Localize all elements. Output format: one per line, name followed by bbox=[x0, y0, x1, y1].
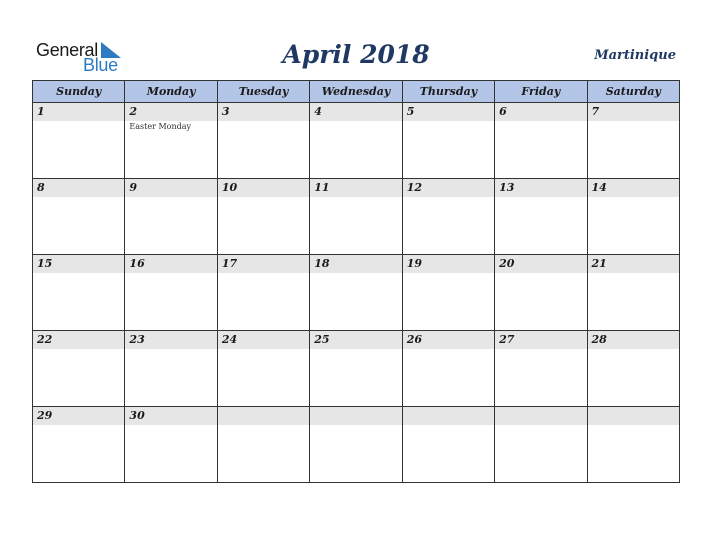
day-number bbox=[495, 407, 586, 425]
weekday-monday: Monday bbox=[125, 81, 217, 103]
day-cell bbox=[217, 255, 309, 331]
day-number: 21 bbox=[588, 255, 679, 273]
day-cell bbox=[402, 331, 494, 407]
day-number: 9 bbox=[125, 179, 216, 197]
day-cell bbox=[310, 179, 402, 255]
day-number: 4 bbox=[310, 103, 401, 121]
weekday-sunday: Sunday bbox=[33, 81, 125, 103]
day-cell bbox=[587, 331, 679, 407]
weekday-thursday: Thursday bbox=[402, 81, 494, 103]
day-cell bbox=[310, 407, 402, 483]
day-cell bbox=[310, 331, 402, 407]
day-cell bbox=[587, 255, 679, 331]
day-cell bbox=[310, 255, 402, 331]
week-row bbox=[33, 179, 680, 255]
day-cell bbox=[33, 179, 125, 255]
day-cell bbox=[33, 331, 125, 407]
day-number bbox=[310, 407, 401, 425]
day-cell bbox=[495, 179, 587, 255]
day-cell bbox=[310, 103, 402, 179]
day-number: 27 bbox=[495, 331, 586, 349]
day-number: 2 bbox=[125, 103, 216, 121]
day-number bbox=[403, 407, 494, 425]
day-number: 26 bbox=[403, 331, 494, 349]
day-cell bbox=[587, 103, 679, 179]
day-cell bbox=[125, 331, 217, 407]
day-number bbox=[588, 407, 679, 425]
day-cell bbox=[402, 179, 494, 255]
day-number: 29 bbox=[33, 407, 124, 425]
day-number: 14 bbox=[588, 179, 679, 197]
day-number: 16 bbox=[125, 255, 216, 273]
day-cell bbox=[217, 103, 309, 179]
day-cell bbox=[125, 255, 217, 331]
day-cell bbox=[33, 103, 125, 179]
weekday-tuesday: Tuesday bbox=[217, 81, 309, 103]
day-cell bbox=[587, 179, 679, 255]
day-number: 7 bbox=[588, 103, 679, 121]
day-cell bbox=[495, 255, 587, 331]
day-cell bbox=[402, 255, 494, 331]
day-cell bbox=[402, 103, 494, 179]
day-cell bbox=[217, 331, 309, 407]
day-number: 28 bbox=[588, 331, 679, 349]
day-number bbox=[218, 407, 309, 425]
day-number: 23 bbox=[125, 331, 216, 349]
day-cell bbox=[125, 103, 217, 179]
day-cell bbox=[125, 407, 217, 483]
day-number: 25 bbox=[310, 331, 401, 349]
week-row bbox=[33, 103, 680, 179]
day-cell bbox=[217, 407, 309, 483]
week-row bbox=[33, 407, 680, 483]
day-number: 8 bbox=[33, 179, 124, 197]
day-number: 15 bbox=[33, 255, 124, 273]
week-row bbox=[33, 255, 680, 331]
day-number: 11 bbox=[310, 179, 401, 197]
region-name: Martinique bbox=[594, 48, 676, 63]
day-cell bbox=[587, 407, 679, 483]
day-number: 30 bbox=[125, 407, 216, 425]
day-number: 6 bbox=[495, 103, 586, 121]
weekday-header-row bbox=[33, 81, 680, 103]
day-number: 17 bbox=[218, 255, 309, 273]
day-number: 3 bbox=[218, 103, 309, 121]
day-cell bbox=[217, 179, 309, 255]
weekday-saturday: Saturday bbox=[587, 81, 679, 103]
calendar-grid bbox=[32, 80, 680, 483]
day-cell bbox=[495, 331, 587, 407]
day-number: 12 bbox=[403, 179, 494, 197]
day-cell bbox=[402, 407, 494, 483]
day-number: 5 bbox=[403, 103, 494, 121]
weekday-friday: Friday bbox=[495, 81, 587, 103]
week-row bbox=[33, 331, 680, 407]
logo-blue-text: Blue bbox=[83, 55, 118, 75]
day-cell bbox=[33, 255, 125, 331]
day-cell bbox=[33, 407, 125, 483]
day-number: 24 bbox=[218, 331, 309, 349]
day-number: 1 bbox=[33, 103, 124, 121]
day-cell bbox=[495, 103, 587, 179]
day-number: 13 bbox=[495, 179, 586, 197]
holiday-label: Easter Monday bbox=[129, 122, 192, 131]
day-number: 19 bbox=[403, 255, 494, 273]
day-number: 18 bbox=[310, 255, 401, 273]
day-cell bbox=[495, 407, 587, 483]
logo-general-text: General bbox=[36, 40, 98, 60]
day-number: 20 bbox=[495, 255, 586, 273]
calendar-title: April 2018 bbox=[282, 40, 430, 69]
day-cell bbox=[125, 179, 217, 255]
day-number: 22 bbox=[33, 331, 124, 349]
day-number: 10 bbox=[218, 179, 309, 197]
weekday-wednesday: Wednesday bbox=[310, 81, 402, 103]
